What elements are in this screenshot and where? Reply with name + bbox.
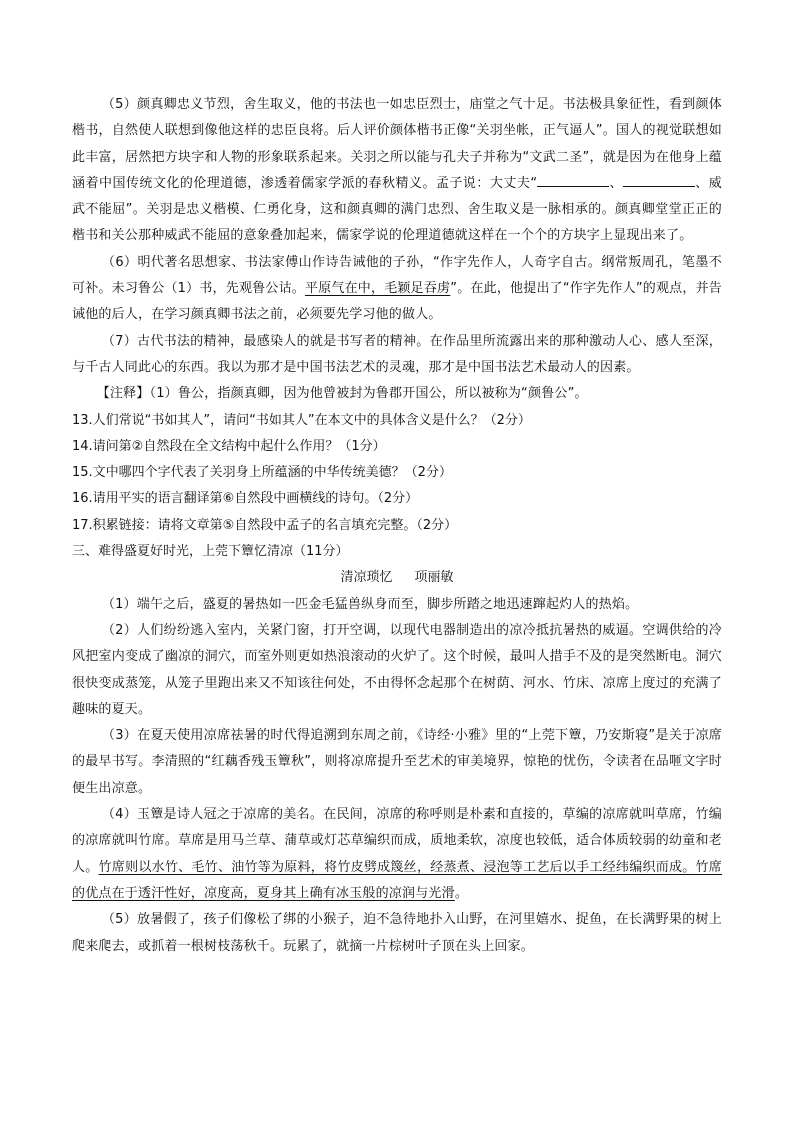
underlined-poem-line: 平原气在中，毛颖足吞虏 [304,281,451,297]
article-paragraph-4-end: 。 [454,885,469,901]
question-16: 16.请用平实的语言翻译第⑥自然段中画横线的诗句。（2分） [72,491,419,507]
article-paragraph-4-text: （4）玉簟是诗人冠之于凉席的美名。在民间，凉席的称呼则是朴素和直接的，草编的凉席就叫草席，竹编的凉席就叫竹席。草席是用马兰草、蒲草或灯芯草编织而成，质地柔软，凉度也较低，适合体质较弱的幼童和老人。 [72,807,722,875]
section-heading: 三、难得盛夏好时光，上莞下簟忆清凉（11分） [72,544,349,560]
annotation-note: 【注释】（1）鲁公，指颜真卿，因为他曾被封为鲁郡开国公，所以被称为“颜鲁公”。 [96,386,588,402]
paragraph-6-text-end: ”。在此，他提出了“作字先作人”的观点，并告诫他的后人，在学习颜真卿书法之前，必须要先学习他的做人。 [72,281,723,323]
paragraph-7: （7）古代书法的精神，最感染人的就是书写者的精神。在作品里所流露出来的那种激动人心、感人至深，与千古人同此心的东西。我以为那才是中国书法艺术的灵魂，那才是中国书法艺术最动人的因素。 [72,333,722,375]
paragraph-5-text-end: 、威武不能屈”。关羽是忠义楷模、仁勇化身，这和颜真卿的满门忠烈、舍生取义是一脉相承的。颜真卿堂堂正正的楷书和关公那种威武不能屈的意象叠加起来，儒家学说的伦理道德就这样在一个个的方块字上显现出来了。 [72,175,722,244]
underlined-sentence: 竹席则以水竹、毛竹、油竹等为原料，将竹皮劈成篾丝，经蒸煮、浸泡等工艺后以手工经纬编织而成。竹席的优点在于透汗性好，凉度高，夏身其上确有冰玉般的凉润与光滑 [72,859,723,901]
article-paragraph-5: （5）放暑假了，孩子们像松了绑的小猴子，迫不急待地扑入山野，在河里嬉水、捉鱼，在长满野果的树上爬来爬去，或抓着一根树枝荡秋千。玩累了，就摘一片棕树叶子顶在头上回家。 [72,912,722,954]
article-paragraph-1: （1）端午之后，盛夏的暑热如一匹金毛猛兽纵身而至，脚步所踏之地迅速蹿起灼人的热焰。 [101,596,639,612]
paragraph-6-text: （6）明代著名思想家、书法家傅山作诗告诫他的子孙，“作字先作人，人奇字自古。纲常叛周孔，笔墨不可补。未习鲁公（1）书，先观鲁公诂。 [72,254,722,297]
article-title-line [72,565,722,591]
article-title: 清凉琐忆 [340,570,393,586]
document-page [72,92,722,960]
article-paragraph-4 [72,802,722,907]
separator: 、 [609,175,624,191]
question-14: 14.请问第②自然段在全文结构中起什么作用？（1分） [72,438,386,454]
fill-blank-2[interactable] [623,174,695,187]
article-paragraph-2: （2）人们纷纷逃入室内，关紧门窗，打开空调，以现代电器制造出的凉冷抵抗暑热的威逼。空调供给的冷风把室内变成了幽凉的洞穴，而室外则更如热浪滚动的火炉了。这个时候，最叫人措手不及的是突然断电。洞穴很快变成蒸笼，从笼子里跑出来又不知该往何处，不由得怀念起那个在树荫、河水、竹床、凉席上度过的充满了趣味的夏天。 [72,622,722,717]
question-13: 13.人们常说“书如其人”，请问“书如其人”在本文中的具体含义是什么？（2分） [72,412,531,428]
fill-blank-1[interactable] [537,174,609,187]
paragraph-5-text: （5）颜真卿忠义节烈，舍生取义，他的书法也一如忠臣烈士，庙堂之气十足。书法极具象征性，看到颜体楷书，自然使人联想到像他这样的忠臣良将。后人评价颜体楷书正像“关羽坐帐，正气逼人”。国人的视觉联想如此丰富，居然把方块字和人物的形象联系起来。关羽之所以能与孔夫子并称为“文武二圣”，就是因为在他身上蕴涵着中国传统文化的伦理道德，渗透着儒家学派的春秋精义。孟子说：大丈夫 [72,97,722,191]
paragraph-6 [72,250,722,329]
article-paragraph-3: （3）在夏天使用凉席祛暑的时代得追溯到东周之前，《诗经·小雅》里的“上莞下簟，乃安斯寝”是关于凉席的最早书写。李清照的“红藕香残玉簟秋”，则将凉席提升至艺术的审美境界，惊艳的忧伤，令读者在品咂文字时便生出凉意。 [72,728,722,796]
article-author: 项丽敏 [414,570,454,586]
question-17: 17.积累链接：请将文章第⑤自然段中孟子的名言填充完整。（2分） [72,517,458,533]
question-15: 15.文中哪四个字代表了关羽身上所蕴涵的中华传统美德？（2分） [72,465,452,481]
paragraph-5 [72,92,722,250]
open-quote: “ [530,175,538,191]
